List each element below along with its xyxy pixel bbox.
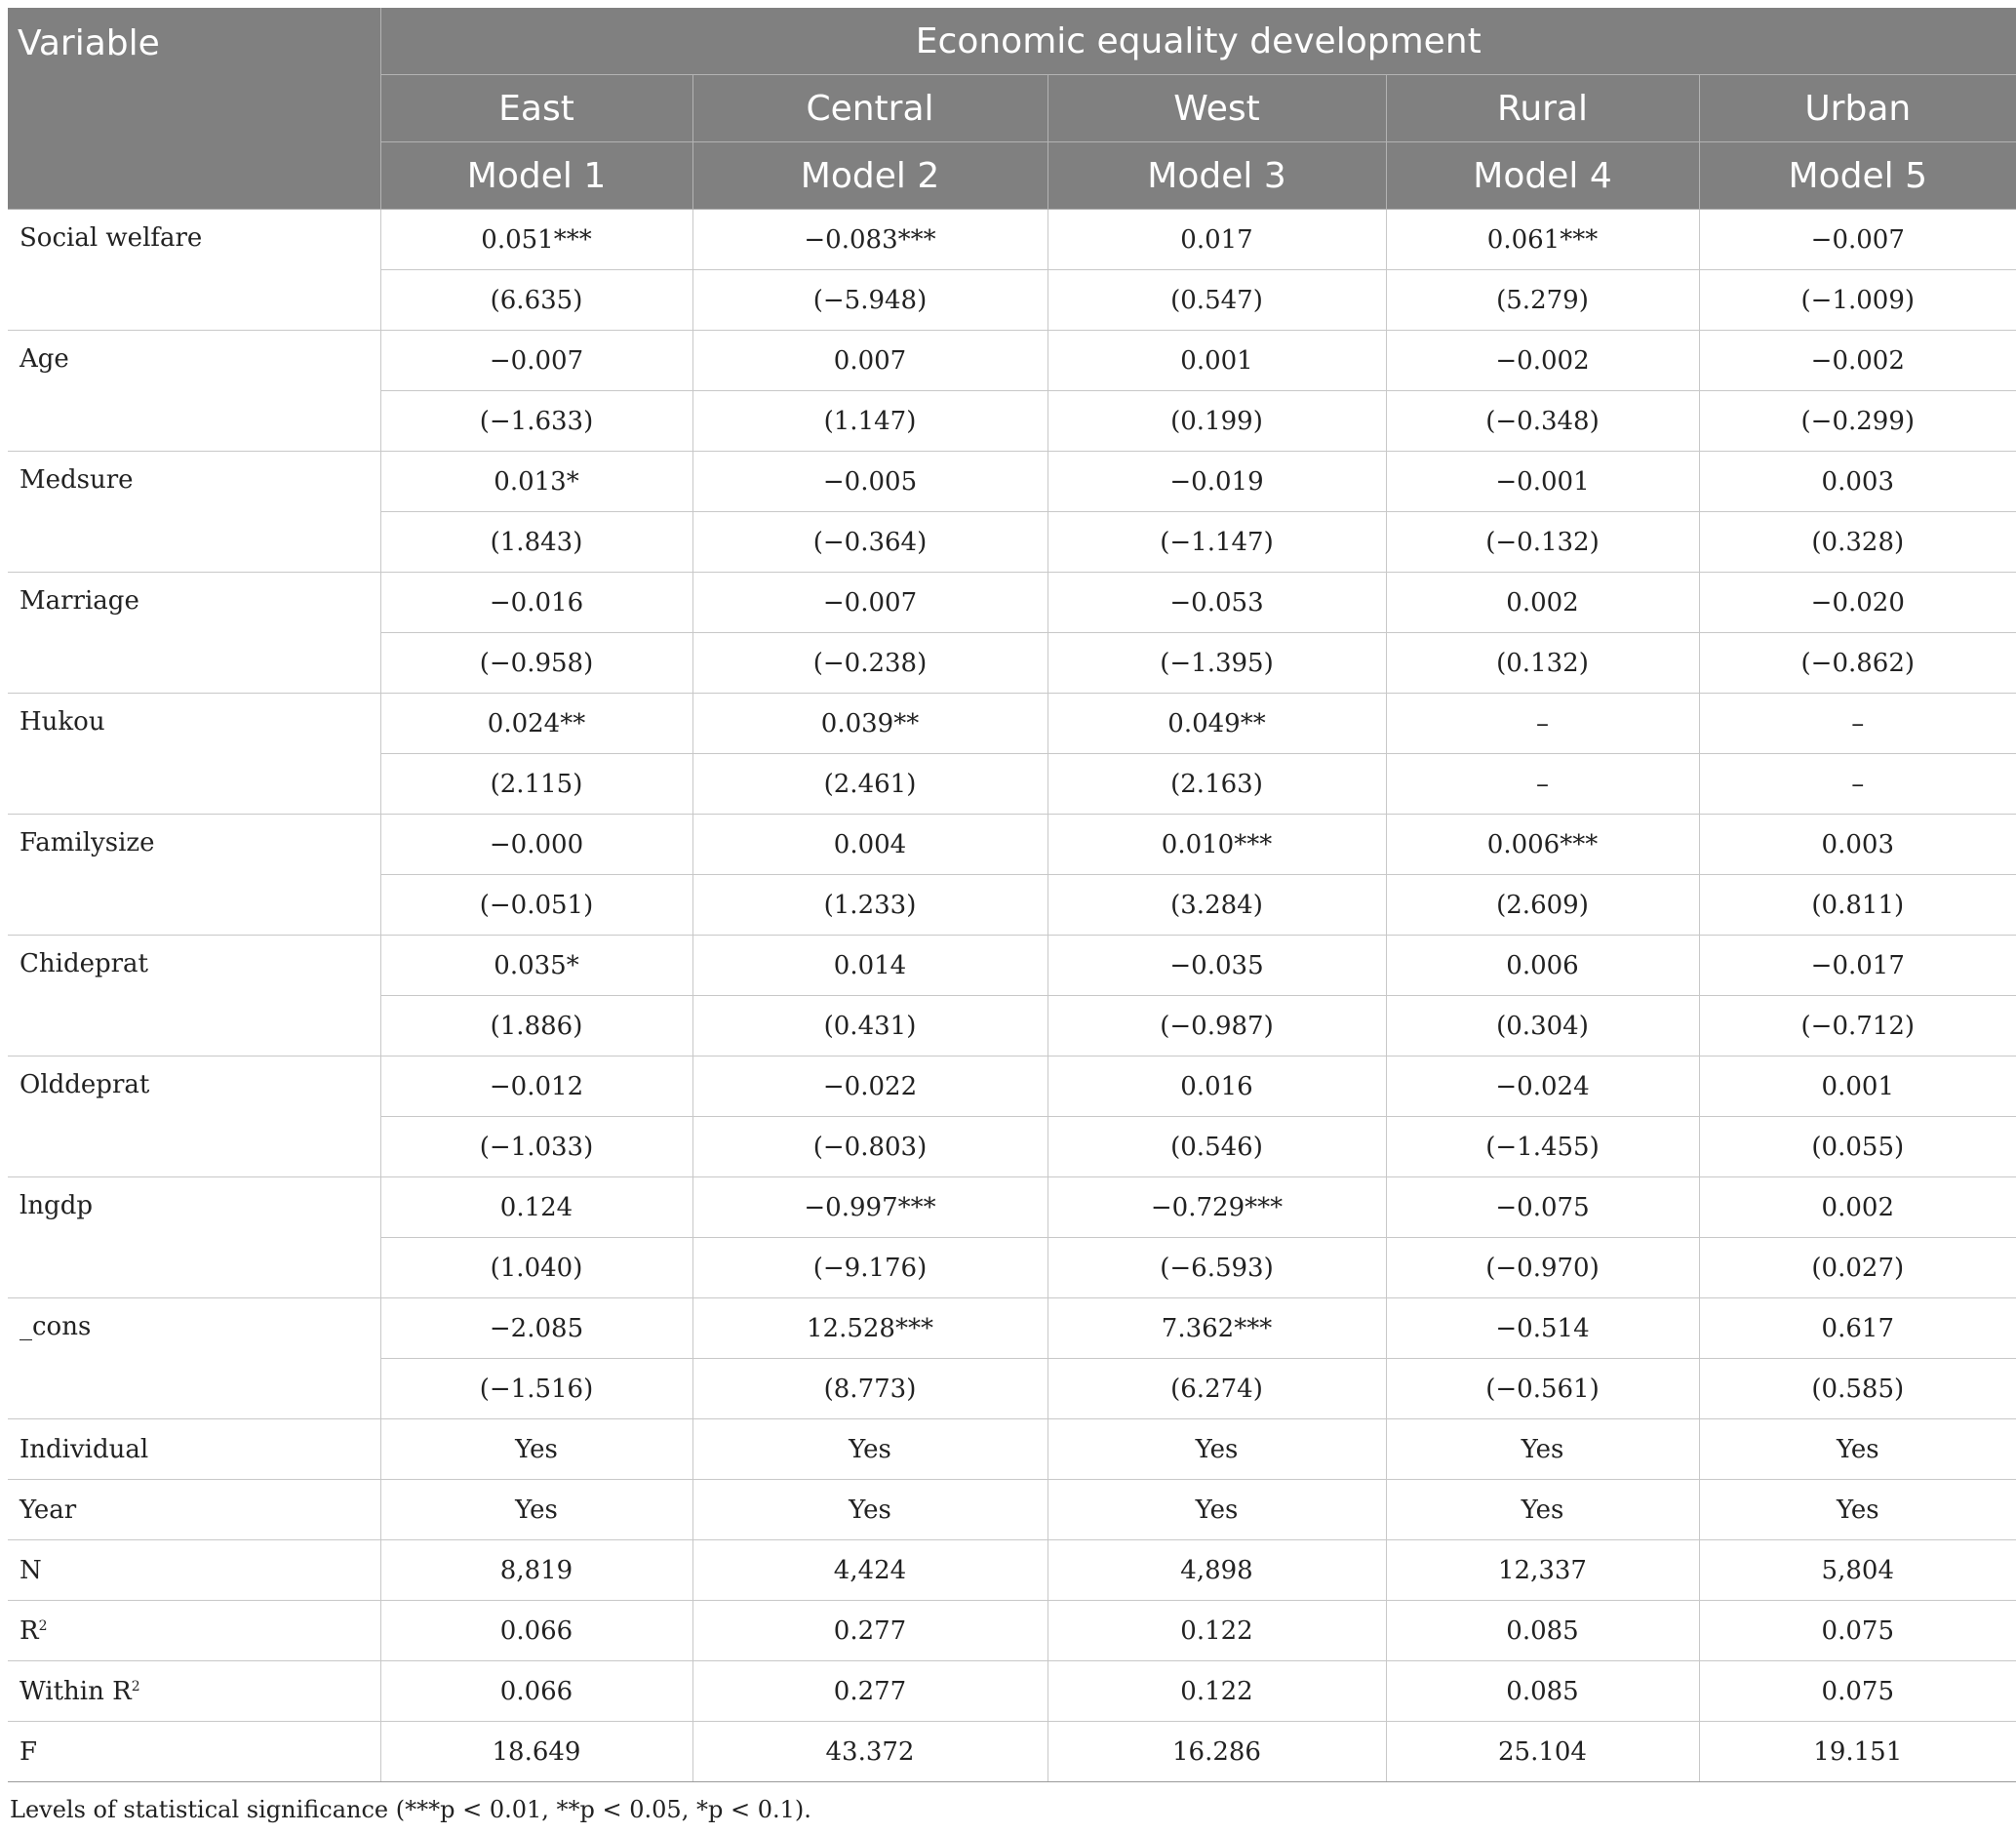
- coefficient-cell: −0.017: [1699, 936, 2016, 996]
- model-header: Model 2: [692, 142, 1048, 210]
- coefficient-cell: −0.002: [1699, 331, 2016, 391]
- coefficient-row: [8, 815, 2016, 875]
- statistic-cell: 8,819: [380, 1540, 692, 1601]
- coefficient-cell: 0.003: [1699, 815, 2016, 875]
- statistic-cell: 0.075: [1699, 1661, 2016, 1722]
- t-statistic-cell: (−5.948): [692, 270, 1048, 331]
- statistic-label-text: Individual: [20, 1434, 149, 1464]
- coefficient-cell: 7.362***: [1048, 1298, 1386, 1359]
- statistic-label: [8, 1419, 380, 1480]
- model-header: Model 1: [380, 142, 692, 210]
- statistic-cell: 0.277: [692, 1661, 1048, 1722]
- t-statistic-cell: (−0.051): [380, 875, 692, 936]
- coefficient-cell: 12.528***: [692, 1298, 1048, 1359]
- coefficient-cell: −0.022: [692, 1057, 1048, 1117]
- coefficient-row: [8, 694, 2016, 754]
- coefficient-cell: −0.012: [380, 1057, 692, 1117]
- coefficient-cell: 0.007: [692, 331, 1048, 391]
- t-statistic-cell: –: [1699, 754, 2016, 815]
- coefficient-cell: 0.002: [1386, 573, 1699, 633]
- t-statistic-cell: (−6.593): [1048, 1238, 1386, 1298]
- t-statistic-cell: (−0.970): [1386, 1238, 1699, 1298]
- coefficient-cell: −0.002: [1386, 331, 1699, 391]
- coefficient-cell: 0.617: [1699, 1298, 2016, 1359]
- model-header: Model 4: [1386, 142, 1699, 210]
- statistic-label: [8, 1480, 380, 1540]
- statistic-cell: 0.277: [692, 1601, 1048, 1661]
- statistic-cell: 0.085: [1386, 1661, 1699, 1722]
- coefficient-cell: 0.016: [1048, 1057, 1386, 1117]
- coefficient-row: [8, 452, 2016, 512]
- coefficient-cell: −0.083***: [692, 210, 1048, 270]
- t-statistic-cell: (0.199): [1048, 391, 1386, 452]
- regression-table: [8, 8, 2016, 1782]
- coefficient-cell: 0.035*: [380, 936, 692, 996]
- t-statistic-cell: (−0.561): [1386, 1359, 1699, 1419]
- t-statistic-cell: (−0.862): [1699, 633, 2016, 694]
- statistic-cell: 0.066: [380, 1601, 692, 1661]
- statistic-cell: 16.286: [1048, 1722, 1386, 1782]
- t-statistic-cell: (1.147): [692, 391, 1048, 452]
- coefficient-cell: −0.000: [380, 815, 692, 875]
- statistic-cell: 4,424: [692, 1540, 1048, 1601]
- statistic-cell: 19.151: [1699, 1722, 2016, 1782]
- t-statistic-cell: (−1.033): [380, 1117, 692, 1177]
- statistic-cell: Yes: [1699, 1480, 2016, 1540]
- statistic-cell: 0.122: [1048, 1661, 1386, 1722]
- region-header: Central: [692, 75, 1048, 142]
- t-statistic-cell: (−0.348): [1386, 391, 1699, 452]
- region-header: West: [1048, 75, 1386, 142]
- coefficient-cell: 0.014: [692, 936, 1048, 996]
- statistic-cell: Yes: [1699, 1419, 2016, 1480]
- statistic-row: [8, 1722, 2016, 1782]
- model-header: Model 3: [1048, 142, 1386, 210]
- statistic-label-text: Year: [20, 1495, 77, 1525]
- coefficient-cell: −0.997***: [692, 1177, 1048, 1238]
- t-statistic-cell: (1.886): [380, 996, 692, 1057]
- coefficient-row: [8, 936, 2016, 996]
- variable-label: Chideprat: [8, 936, 380, 1057]
- coefficient-cell: 0.039**: [692, 694, 1048, 754]
- t-statistic-cell: (0.055): [1699, 1117, 2016, 1177]
- coefficient-row: [8, 1177, 2016, 1238]
- coefficient-cell: 0.001: [1048, 331, 1386, 391]
- t-statistic-cell: (−0.299): [1699, 391, 2016, 452]
- table-footnote: Levels of statistical significance (***p < 0.01, **p < 0.05, *p < 0.1).: [10, 1796, 811, 1823]
- coefficient-cell: 0.049**: [1048, 694, 1386, 754]
- statistic-cell: 43.372: [692, 1722, 1048, 1782]
- t-statistic-cell: (−0.803): [692, 1117, 1048, 1177]
- coefficient-cell: 0.124: [380, 1177, 692, 1238]
- t-statistic-cell: (−1.009): [1699, 270, 2016, 331]
- statistic-label: [8, 1601, 380, 1661]
- coefficient-cell: 0.004: [692, 815, 1048, 875]
- variable-label: Age: [8, 331, 380, 452]
- coefficient-cell: 0.006: [1386, 936, 1699, 996]
- coefficient-row: [8, 331, 2016, 391]
- coefficient-cell: 0.006***: [1386, 815, 1699, 875]
- statistic-cell: Yes: [1048, 1480, 1386, 1540]
- coefficient-cell: −0.053: [1048, 573, 1386, 633]
- variable-label: Marriage: [8, 573, 380, 694]
- coefficient-row: [8, 1057, 2016, 1117]
- t-statistic-cell: (6.274): [1048, 1359, 1386, 1419]
- table-body: [8, 210, 2016, 1782]
- coefficient-cell: 0.013*: [380, 452, 692, 512]
- t-statistic-cell: (1.843): [380, 512, 692, 573]
- coefficient-cell: −0.007: [1699, 210, 2016, 270]
- t-statistic-cell: (0.546): [1048, 1117, 1386, 1177]
- statistic-row: [8, 1601, 2016, 1661]
- t-statistic-cell: (2.115): [380, 754, 692, 815]
- coefficient-row: [8, 573, 2016, 633]
- statistic-label-text: Within R: [20, 1676, 132, 1706]
- variable-column-header: Variable: [8, 8, 380, 210]
- coefficient-cell: −0.514: [1386, 1298, 1699, 1359]
- t-statistic-cell: (3.284): [1048, 875, 1386, 936]
- statistic-row: [8, 1540, 2016, 1601]
- coefficient-cell: 0.001: [1699, 1057, 2016, 1117]
- t-statistic-cell: (0.304): [1386, 996, 1699, 1057]
- statistic-label-text: N: [20, 1555, 42, 1585]
- t-statistic-cell: (−1.455): [1386, 1117, 1699, 1177]
- t-statistic-cell: (2.609): [1386, 875, 1699, 936]
- statistic-cell: Yes: [1386, 1480, 1699, 1540]
- coefficient-cell: 0.017: [1048, 210, 1386, 270]
- coefficient-cell: −0.007: [692, 573, 1048, 633]
- t-statistic-cell: (1.040): [380, 1238, 692, 1298]
- t-statistic-cell: (−1.147): [1048, 512, 1386, 573]
- region-header: East: [380, 75, 692, 142]
- t-statistic-cell: (−0.132): [1386, 512, 1699, 573]
- regression-table-container: [8, 8, 2016, 1823]
- coefficient-cell: −0.005: [692, 452, 1048, 512]
- t-statistic-cell: (5.279): [1386, 270, 1699, 331]
- coefficient-cell: 0.002: [1699, 1177, 2016, 1238]
- coefficient-cell: −0.016: [380, 573, 692, 633]
- statistic-cell: Yes: [1386, 1419, 1699, 1480]
- statistic-cell: 0.122: [1048, 1601, 1386, 1661]
- t-statistic-cell: (−0.364): [692, 512, 1048, 573]
- t-statistic-cell: (2.163): [1048, 754, 1386, 815]
- t-statistic-cell: (0.328): [1699, 512, 2016, 573]
- t-statistic-cell: (0.431): [692, 996, 1048, 1057]
- statistic-cell: 5,804: [1699, 1540, 2016, 1601]
- statistic-row: [8, 1419, 2016, 1480]
- statistic-label: [8, 1722, 380, 1782]
- table-header: [8, 8, 2016, 210]
- t-statistic-cell: (−0.238): [692, 633, 1048, 694]
- variable-label: Familysize: [8, 815, 380, 936]
- statistic-cell: 0.085: [1386, 1601, 1699, 1661]
- statistic-label: [8, 1661, 380, 1722]
- t-statistic-cell: (0.811): [1699, 875, 2016, 936]
- statistic-cell: 0.066: [380, 1661, 692, 1722]
- variable-label: Hukou: [8, 694, 380, 815]
- statistic-cell: Yes: [692, 1419, 1048, 1480]
- coefficient-cell: 0.061***: [1386, 210, 1699, 270]
- t-statistic-cell: (0.585): [1699, 1359, 2016, 1419]
- statistic-label: [8, 1540, 380, 1601]
- coefficient-cell: −0.007: [380, 331, 692, 391]
- coefficient-cell: –: [1699, 694, 2016, 754]
- coefficient-cell: 0.024**: [380, 694, 692, 754]
- statistic-cell: 12,337: [1386, 1540, 1699, 1601]
- variable-label: _cons: [8, 1298, 380, 1419]
- coefficient-cell: –: [1386, 694, 1699, 754]
- superscript: 2: [131, 1678, 140, 1694]
- statistic-cell: Yes: [380, 1419, 692, 1480]
- t-statistic-cell: (−0.958): [380, 633, 692, 694]
- variable-label: Social welfare: [8, 210, 380, 331]
- region-header: Urban: [1699, 75, 2016, 142]
- model-header: Model 5: [1699, 142, 2016, 210]
- coefficient-cell: 0.010***: [1048, 815, 1386, 875]
- t-statistic-cell: (1.233): [692, 875, 1048, 936]
- coefficient-cell: −0.020: [1699, 573, 2016, 633]
- statistic-cell: 4,898: [1048, 1540, 1386, 1601]
- statistic-label-text: F: [20, 1736, 38, 1767]
- statistic-row: [8, 1661, 2016, 1722]
- t-statistic-cell: (2.461): [692, 754, 1048, 815]
- statistic-cell: Yes: [1048, 1419, 1386, 1480]
- statistic-cell: 18.649: [380, 1722, 692, 1782]
- coefficient-cell: −2.085: [380, 1298, 692, 1359]
- group-header: Economic equality development: [380, 8, 2016, 75]
- statistic-cell: 25.104: [1386, 1722, 1699, 1782]
- coefficient-cell: −0.001: [1386, 452, 1699, 512]
- t-statistic-cell: (−9.176): [692, 1238, 1048, 1298]
- variable-label: lngdp: [8, 1177, 380, 1298]
- coefficient-cell: −0.035: [1048, 936, 1386, 996]
- statistic-row: [8, 1480, 2016, 1540]
- superscript: 2: [38, 1617, 48, 1634]
- coefficient-cell: −0.019: [1048, 452, 1386, 512]
- coefficient-cell: 0.051***: [380, 210, 692, 270]
- statistic-cell: 0.075: [1699, 1601, 2016, 1661]
- coefficient-row: [8, 1298, 2016, 1359]
- t-statistic-cell: (−1.516): [380, 1359, 692, 1419]
- t-statistic-cell: (8.773): [692, 1359, 1048, 1419]
- t-statistic-cell: (−0.987): [1048, 996, 1386, 1057]
- variable-label: Medsure: [8, 452, 380, 573]
- coefficient-cell: 0.003: [1699, 452, 2016, 512]
- variable-label: Olddeprat: [8, 1057, 380, 1177]
- statistic-cell: Yes: [380, 1480, 692, 1540]
- coefficient-cell: −0.075: [1386, 1177, 1699, 1238]
- coefficient-cell: −0.729***: [1048, 1177, 1386, 1238]
- t-statistic-cell: (0.027): [1699, 1238, 2016, 1298]
- statistic-cell: Yes: [692, 1480, 1048, 1540]
- statistic-label-text: R: [20, 1615, 39, 1646]
- t-statistic-cell: (−1.395): [1048, 633, 1386, 694]
- coefficient-row: [8, 210, 2016, 270]
- t-statistic-cell: (6.635): [380, 270, 692, 331]
- coefficient-cell: −0.024: [1386, 1057, 1699, 1117]
- t-statistic-cell: (−1.633): [380, 391, 692, 452]
- t-statistic-cell: –: [1386, 754, 1699, 815]
- t-statistic-cell: (0.547): [1048, 270, 1386, 331]
- t-statistic-cell: (0.132): [1386, 633, 1699, 694]
- t-statistic-cell: (−0.712): [1699, 996, 2016, 1057]
- region-header: Rural: [1386, 75, 1699, 142]
